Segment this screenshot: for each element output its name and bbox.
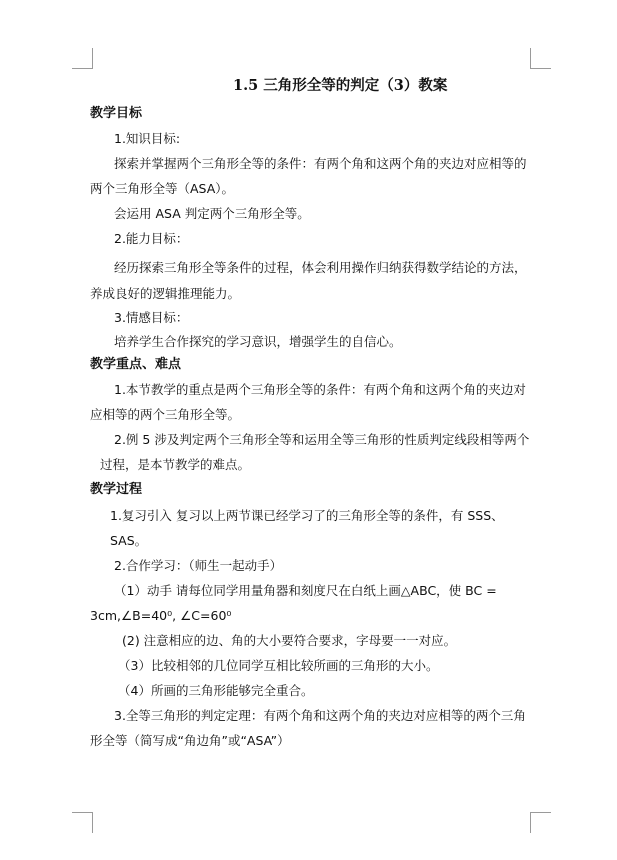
knowledge-goal-line-2: 两个三角形全等（ASA）。 <box>90 181 235 196</box>
crop-mark-top-right <box>530 48 551 69</box>
process-sub-3: （3）比较相邻的几位同学互相比较所画的三角形的大小。 <box>118 658 439 673</box>
emotion-goal-line-1: 培养学生合作探究的学习意识，增强学生的自信心。 <box>114 334 402 349</box>
process-sub-2: (2) 注意相应的边、角的大小要符合要求，字母要一一对应。 <box>122 633 457 648</box>
process-step-2-label: 2.合作学习：（师生一起动手） <box>114 558 283 573</box>
ability-goal-line-2: 养成良好的逻辑推理能力。 <box>90 286 241 301</box>
ability-goal-line-1: 经历探索三角形全等条件的过程，体会利用操作归纳获得数学结论的方法， <box>114 260 527 275</box>
process-step-1-line-2: SAS。 <box>110 533 148 548</box>
keypoint-2-line-1: 2.例 5 涉及判定两个三角形全等和运用全等三角形的性质判定线段相等两个 <box>114 432 530 447</box>
keypoint-1-line-2: 应相等的两个三角形全等。 <box>90 407 241 422</box>
crop-mark-top-left <box>72 48 93 69</box>
keypoint-1-line-1: 1.本节教学的重点是两个三角形全等的条件：有两个角和这两个角的夹边对 <box>114 382 526 397</box>
ability-goal-label: 2.能力目标： <box>114 231 189 246</box>
knowledge-goal-line-3: 会运用 ASA 判定两个三角形全等。 <box>114 206 310 221</box>
document-title: 1.5 三角形全等的判定（3）教案 <box>233 77 448 94</box>
process-sub-4: （4）所画的三角形能够完全重合。 <box>118 683 314 698</box>
process-step-3-line-2: 形全等（简写成“角边角”或“ASA”） <box>90 733 290 748</box>
heading-goals: 教学目标 <box>90 106 143 121</box>
knowledge-goal-label: 1.知识目标: <box>114 131 181 146</box>
knowledge-goal-line-1: 探索并掌握两个三角形全等的条件：有两个角和这两个角的夹边对应相等的 <box>114 156 527 171</box>
process-step-1-line-1: 1.复习引入 复习以上两节课已经学习了的三角形全等的条件，有 SSS、 <box>110 508 504 523</box>
process-sub-1-line-2: 3cm,∠B=40⁰, ∠C=60⁰ <box>90 608 232 623</box>
process-sub-1-line-1: （1）动手 请每位同学用量角器和刻度尺在白纸上画△ABC，使 BC = <box>114 583 497 598</box>
emotion-goal-label: 3.情感目标： <box>114 310 189 325</box>
keypoint-2-line-2: 过程，是本节教学的难点。 <box>100 457 251 472</box>
heading-process: 教学过程 <box>90 482 143 497</box>
heading-keypoints: 教学重点、难点 <box>90 357 182 372</box>
process-step-3-line-1: 3.全等三角形的判定定理：有两个角和这两个角的夹边对应相等的两个三角 <box>114 708 526 723</box>
crop-mark-bottom-left <box>72 812 93 833</box>
crop-mark-bottom-right <box>530 812 551 833</box>
